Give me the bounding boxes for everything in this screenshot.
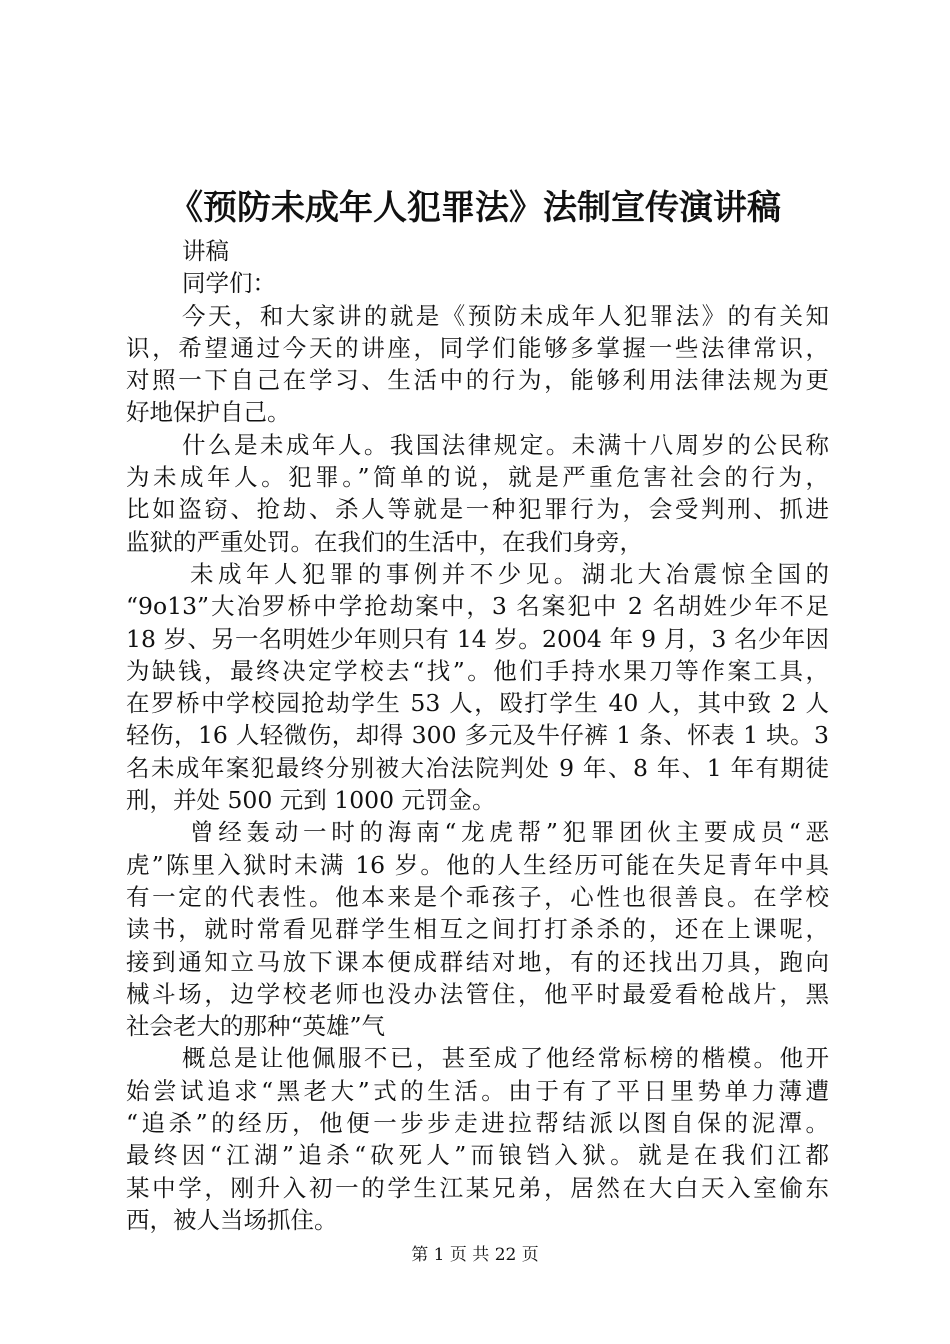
text-line: 西，被人当场抓住。 — [126, 1205, 338, 1234]
text-line: 始尝试追求“黑老大”式的生活。由于有了平日里势单力薄遭 — [126, 1076, 829, 1105]
text-line: 比如盗窃、抢劫、杀人等就是一种犯罪行为，会受判刑、抓进 — [126, 495, 829, 524]
text-line: 为未成年人。犯罪。”简单的说，就是严重危害社会的行为， — [126, 463, 829, 492]
text-line: 轻伤，16 人轻微伤，却得 300 多元及牛仔裤 1 条、怀表 1 块。3 — [126, 721, 829, 750]
text-line: 在罗桥中学校园抢劫学生 53 人，殴打学生 40 人，其中致 2 人 — [126, 689, 829, 718]
text-line: 什么是未成年人。我国法律规定。未满十八周岁的公民称 — [182, 430, 829, 459]
text-line: 刑，并处 500 元到 1000 元罚金。 — [126, 786, 496, 815]
text-line: 名未成年案犯最终分别被大冶法院判处 9 年、8 年、1 年有期徒 — [126, 753, 829, 782]
text-line: 接到通知立马放下课本便成群结对地，有的还找出刀具，跑向 — [126, 947, 829, 976]
text-line: 概总是让他佩服不已，甚至成了他经常标榜的楷模。他开 — [182, 1044, 829, 1073]
text-line: 最终因“江湖”追杀“砍死人”而锒铛入狱。就是在我们江都 — [126, 1141, 829, 1170]
text-line: 械斗场，边学校老师也没办法管住，他平时最爱看枪战片，黑 — [126, 979, 829, 1008]
text-line: 有一定的代表性。他本来是个乖孩子，心性也很善良。在学校 — [126, 882, 829, 911]
text-line: 某中学，刚升入初一的学生江某兄弟，居然在大白天入室偷东 — [126, 1173, 829, 1202]
text-line: 为缺钱，最终决定学校去“找”。他们手持水果刀等作案工具， — [126, 656, 829, 685]
text-line: 曾经轰动一时的海南“龙虎帮”犯罪团伙主要成员“恶 — [190, 818, 829, 847]
text-line: 社会老大的那种“英雄”气 — [126, 1012, 386, 1041]
text-line: 18 岁、另一名明姓少年则只有 14 岁。2004 年 9 月，3 名少年因 — [126, 624, 829, 653]
text-line: “9o13”大冶罗桥中学抢劫案中，3 名案犯中 2 名胡姓少年不足 — [126, 592, 829, 621]
text-line: “追杀”的经历，他便一步步走进拉帮结派以图自保的泥潭。 — [126, 1109, 829, 1138]
text-line: 今天，和大家讲的就是《预防未成年人犯罪法》的有关知 — [182, 301, 829, 330]
text-line: 读书，就时常看见群学生相互之间打打杀杀的，还在上课呢， — [126, 915, 829, 944]
text-line: 识，希望通过今天的讲座，同学们能够多掌握一些法律常识， — [126, 333, 829, 362]
text-line: 监狱的严重处罚。在我们的生活中，在我们身旁， — [126, 527, 643, 556]
text-line: 虎”陈里入狱时未满 16 岁。他的人生经历可能在失足青年中具 — [126, 850, 829, 879]
text-line: 同学们： — [182, 269, 276, 298]
text-line: 对照一下自己在学习、生活中的行为，能够利用法律法规为更 — [126, 366, 829, 395]
text-line: 好地保护自己。 — [126, 398, 291, 427]
text-line: 讲稿 — [182, 237, 229, 265]
document-title: 《预防未成年人犯罪法》法制宣传演讲稿 — [169, 188, 781, 228]
text-line: 未成年人犯罪的事例并不少见。湖北大冶震惊全国的 — [190, 559, 829, 588]
page-number-footer: 第 1 页 共 22 页 — [411, 1245, 539, 1265]
document-body — [126, 235, 829, 1236]
